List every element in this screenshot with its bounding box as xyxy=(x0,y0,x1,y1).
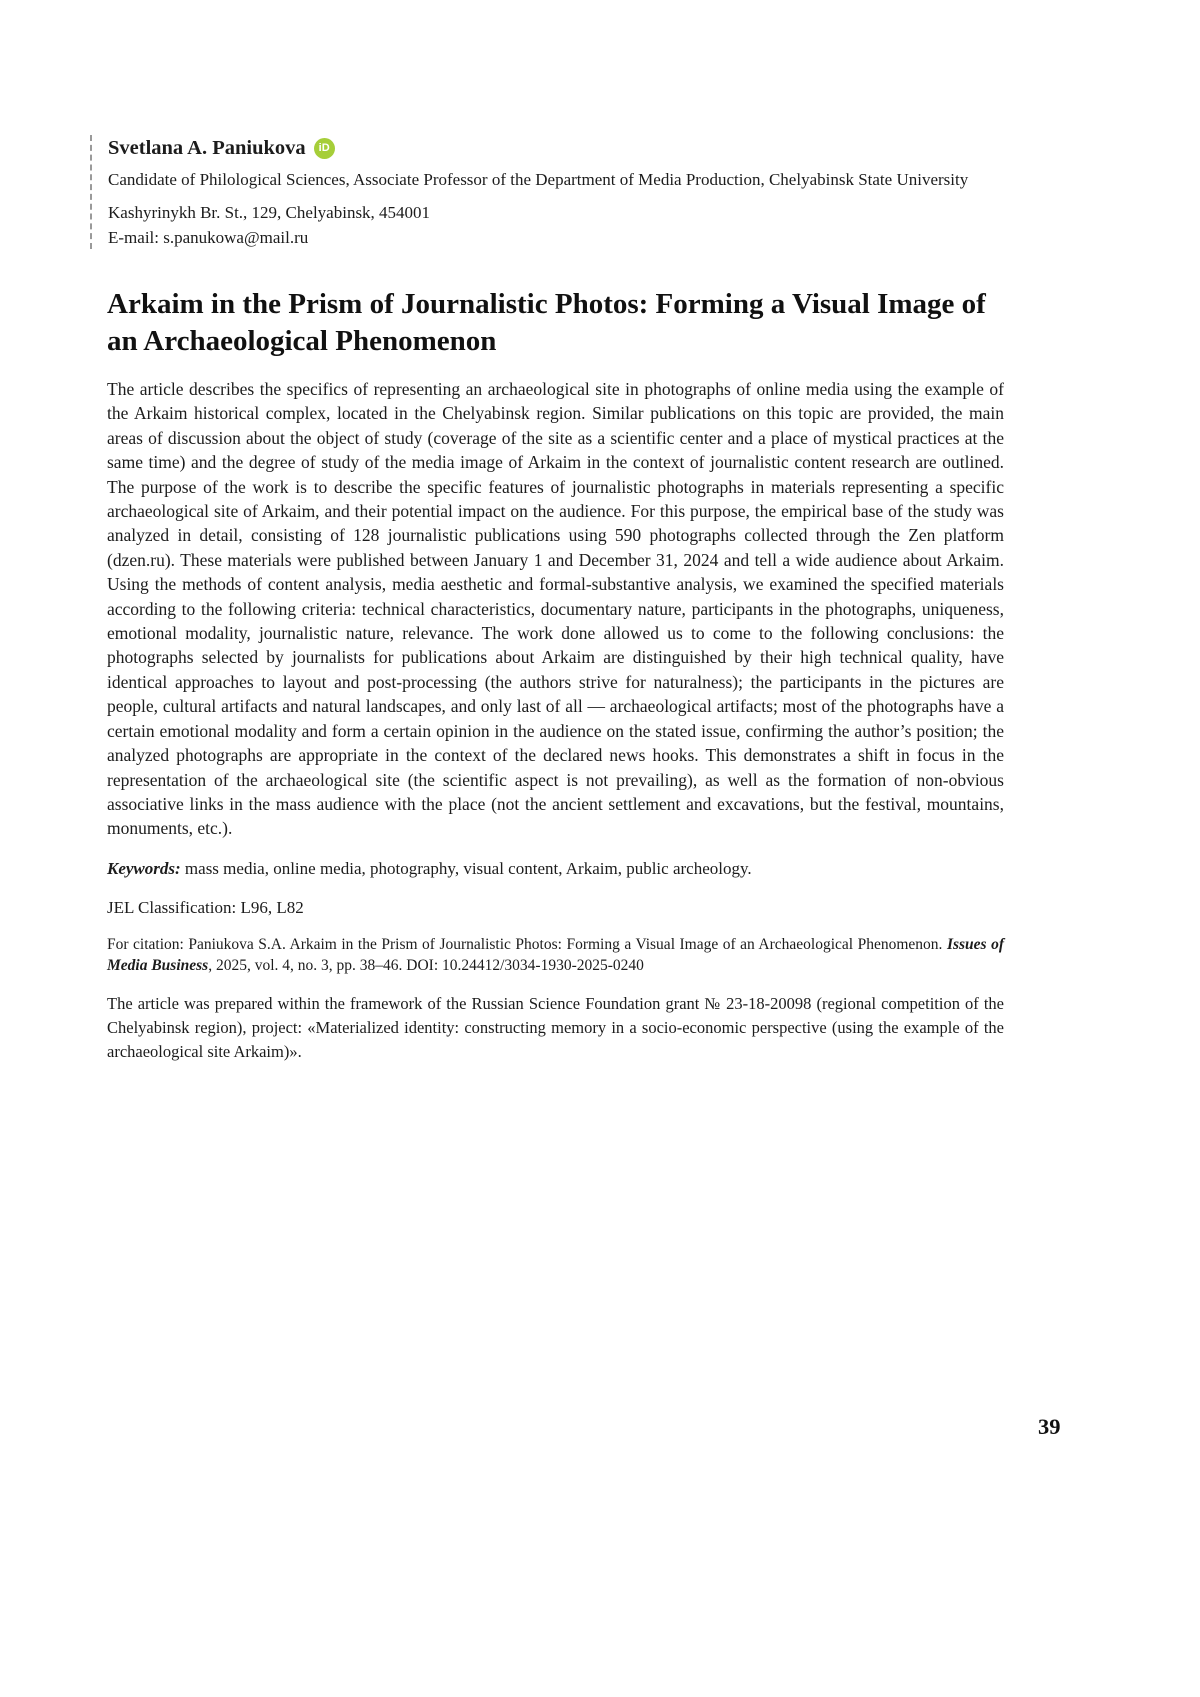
page-content xyxy=(107,0,1004,1064)
orcid-icon[interactable]: iD xyxy=(314,138,335,159)
keywords-line xyxy=(107,857,1004,880)
citation-line xyxy=(107,934,1004,977)
author-name: Svetlana A. Paniukova xyxy=(108,137,306,159)
author-email: E-mail: s.panukowa@mail.ru xyxy=(108,228,309,247)
keywords-label: Keywords: xyxy=(107,858,181,878)
article-abstract: The article describes the specifics of representing an archaeological site in photographs of online media using the example of the Arkaim historical complex, located in the Chelyabinsk region. Similar publications on this topic are provided, the main areas of discussion about the object of study (coverage of the site as a scientific center and a place of mystical practices at the same time) and the degree of study of the media image of Arkaim in the context of journalistic content research are outlined. The purpose of the work is to describe the specific features of journalistic photographs in materials representing a specific archaeological site of Arkaim, and their potential impact on the audience. For this purpose, the empirical base of the study was analyzed in detail, consisting of 128 journalistic publications using 590 photographs collected through the Zen platform (dzen.ru). These materials were published between January 1 and December 31, 2024 and tell a wide audience about Arkaim. Using the methods of content analysis, media aesthetic and formal-substantive analysis, we examined the specified materials according to the following criteria: technical characteristics, documentary nature, participants in the photographs, uniqueness, emotional modality, journalistic nature, relevance. The work done allowed us to come to the following conclusions: the photographs selected by journalists for publications about Arkaim are distinguished by their high technical quality, have identical approaches to layout and post-processing (the authors strive for naturalness); the participants in the pictures are people, cultural artifacts and natural landscapes, and only last of all — archaeological artifacts; most of the photographs have a certain emotional modality and form a certain opinion in the audience on the stated issue, confirming the author’s position; the analyzed photographs are appropriate in the context of the declared news hooks. This demonstrates a shift in focus in the representation of the archaeological site (the scientific aspect is not prevailing), as well as the formation of non-obvious associative links in the mass audience with the place (not the ancient settlement and excavations, but the festival, mountains, monuments, etc.). xyxy=(107,379,1004,839)
citation-journal-name: Issues of Media Business xyxy=(107,935,1004,975)
author-block xyxy=(90,135,1004,249)
jel-classification: JEL Classification: L96, L82 xyxy=(107,897,304,917)
keywords-text: mass media, online media, photography, visual content, Arkaim, public archeology. xyxy=(180,858,752,878)
author-name-row xyxy=(108,135,1004,161)
author-affiliation: Candidate of Philological Sciences, Associate Professor of the Department of Media Production, Chelyabinsk State University xyxy=(108,170,969,189)
citation-prefix: For citation: Paniukova S.A. Arkaim in the Prism of Journalistic Photos: Forming a Visual Image of an Archaeological Phenomenon. xyxy=(107,935,947,953)
page-number: 39 xyxy=(1038,1414,1061,1439)
article-title: Arkaim in the Prism of Journalistic Photos: Forming a Visual Image of an Archaeological Phenomenon xyxy=(107,288,986,357)
citation-suffix: , 2025, vol. 4, no. 3, pp. 38–46. DOI: 10.24412/3034-1930-2025-0240 xyxy=(208,957,644,975)
funding-note: The article was prepared within the framework of the Russian Science Foundation grant № 23-18-20098 (regional competition of the Chelyabinsk region), project: «Materialized identity: constructing memory in a socio-economic perspective (using the example of the archaeological site Arkaim)». xyxy=(107,993,1004,1061)
author-address: Kashyrinykh Br. St., 129, Chelyabinsk, 454001 xyxy=(108,203,431,222)
